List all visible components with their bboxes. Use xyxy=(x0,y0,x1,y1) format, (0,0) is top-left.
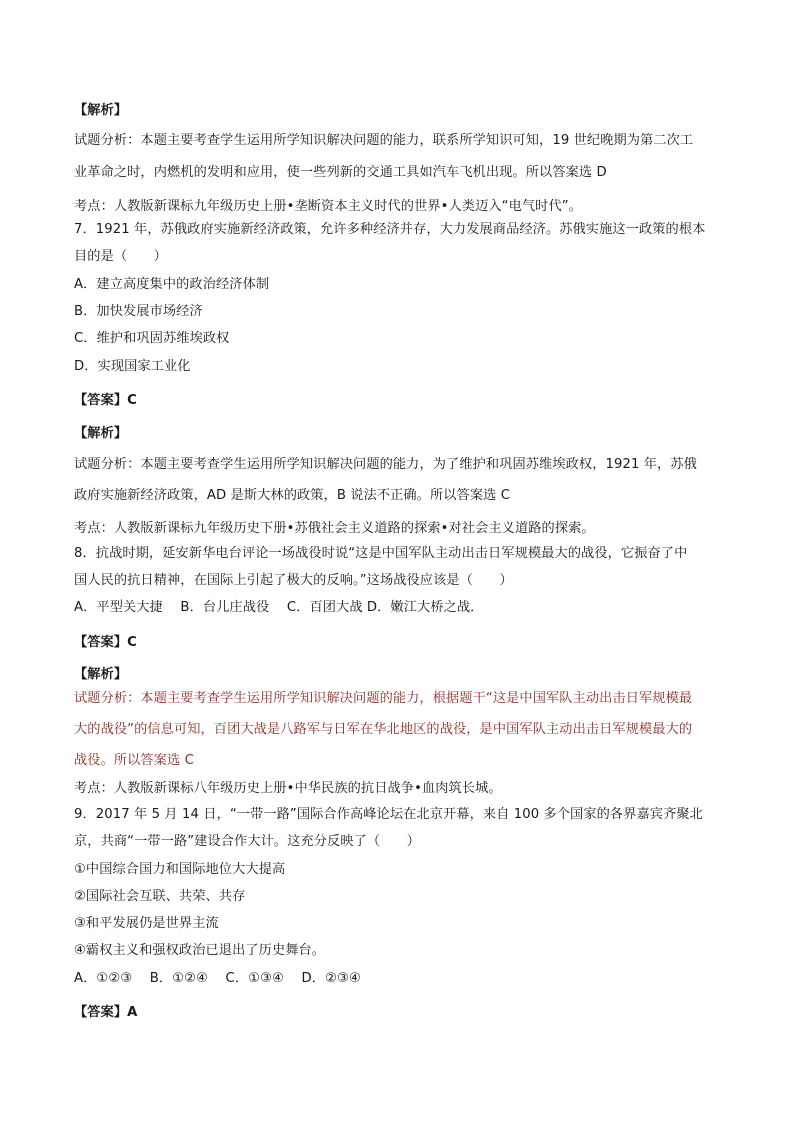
answer-heading: 【答案】A xyxy=(74,1005,138,1020)
option-d: D．实现国家工业化 xyxy=(74,359,191,374)
statement-3: ③和平发展仍是世界主流 xyxy=(74,916,219,931)
analysis-heading: 【解析】 xyxy=(74,103,128,118)
analysis-text-highlight: 战役。所以答案选 C xyxy=(74,753,194,768)
analysis-text: 试题分析：本题主要考查学生运用所学知识解决问题的能力，为了维护和巩固苏维埃政权，1921 年，苏俄 xyxy=(74,457,697,472)
analysis-text: 试题分析：本题主要考查学生运用所学知识解决问题的能力，联系所学知识可知，19 世纪晚期为第二次工 xyxy=(74,133,694,148)
analysis-text-highlight: 试题分析：本题主要考查学生运用所学知识解决问题的能力，根据题干“这是中国军队主动出击日军规模最 xyxy=(74,691,693,706)
answer-heading: 【答案】C xyxy=(74,393,137,408)
analysis-text-highlight: 大的战役”的信息可知，百团大战是八路军与日军在华北地区的战役，是中国军队主动出击日军规模最大的 xyxy=(74,722,693,737)
statement-1: ①中国综合国力和国际地位大大提高 xyxy=(74,862,286,877)
analysis-heading: 【解析】 xyxy=(74,426,128,441)
option-a: A．建立高度集中的政治经济体制 xyxy=(74,277,270,292)
option-c: C．维护和巩固苏维埃政权 xyxy=(74,331,230,346)
answer-heading: 【答案】C xyxy=(74,635,137,650)
statement-4: ④霸权主义和强权政治已退出了历史舞台。 xyxy=(74,943,326,958)
option-b: B．加快发展市场经济 xyxy=(74,304,203,319)
analysis-text: 业革命之时，内燃机的发明和应用，使一些列新的交通工具如汽车飞机出现。所以答案选 D xyxy=(74,165,607,180)
question-8: 8．抗战时期，延安新华电台评论一场战役时说“这是中国军队主动出击日军规模最大的战役，它振奋了中 xyxy=(74,546,688,561)
analysis-text: 政府实施新经济政策，AD 是斯大林的政策，B 说法不正确。所以答案选 C xyxy=(74,488,511,503)
key-point: 考点：人教版新课标九年级历史下册•苏俄社会主义道路的探索•对社会主义道路的探索。 xyxy=(74,521,595,536)
statement-2: ②国际社会互联、共荣、共存 xyxy=(74,889,246,904)
question-8-stem: 国人民的抗日精神，在国际上引起了极大的反响。”这场战役应该是（ ） xyxy=(74,573,513,588)
question-7: 7．1921 年，苏俄政府实施新经济政策，允许多种经济并存，大力发展商品经济。苏俄实施这一政策的根本 xyxy=(74,222,706,237)
question-9-options: A．①②③ B．①②④ C．①③④ D．②③④ xyxy=(74,971,361,986)
analysis-heading: 【解析】 xyxy=(74,667,128,682)
question-8-options: A．平型关大捷 B．台儿庄战役 C．百团大战 D．嫩江大桥之战． xyxy=(74,600,484,615)
question-9: 9．2017 年 5 月 14 日，“一带一路”国际合作高峰论坛在北京开幕，来自 100 多个国家的各界嘉宾齐聚北 xyxy=(74,807,703,822)
key-point: 考点：人教版新课标八年级历史上册•中华民族的抗日战争•血肉筑长城。 xyxy=(74,781,502,796)
key-point: 考点：人教版新课标九年级历史上册•垄断资本主义时代的世界•人类迈入“电气时代”。 xyxy=(74,199,582,214)
question-9-stem: 京，共商“一带一路”建设合作大计。这充分反映了（ ） xyxy=(74,834,421,849)
question-7-stem: 目的是（ ） xyxy=(74,249,168,264)
